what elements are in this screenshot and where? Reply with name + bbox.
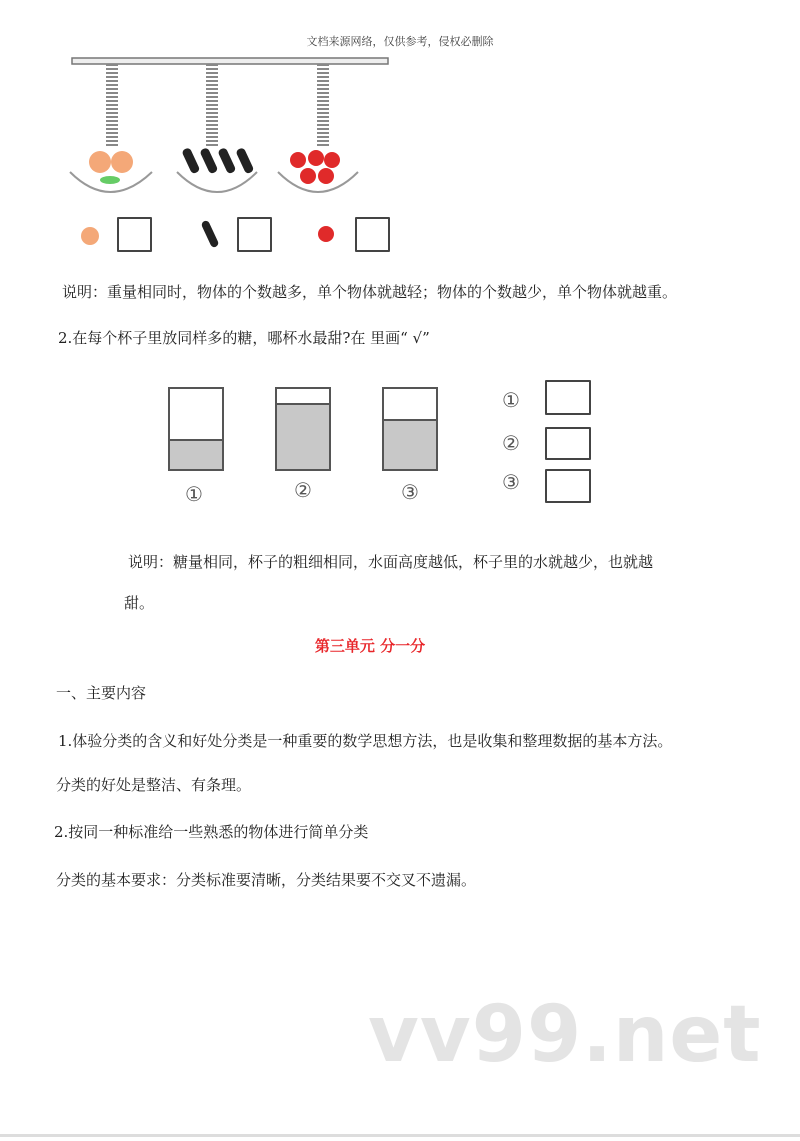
cup-label: ② bbox=[294, 478, 312, 502]
page-divider bbox=[0, 1134, 800, 1137]
q2-prompt: 2.在每个杯子里放同样多的糖，哪杯水最甜?在 里画“ √” bbox=[58, 329, 430, 347]
eggplant-icon bbox=[200, 220, 219, 249]
answer-box-peach[interactable] bbox=[117, 217, 152, 252]
q1-explanation: 说明：重量相同时，物体的个数越多，单个物体就越轻；物体的个数越少，单个物体就越重。 bbox=[62, 283, 678, 301]
q2-explanation: 说明：糖量相同，杯子的粗细相同，水面高度越低，杯子里的水就越少，也就越 bbox=[128, 553, 654, 571]
strawberry-icon bbox=[290, 150, 340, 184]
item-1: 1.体验分类的含义和好处分类是一种重要的数学思想方法，也是收集和整理数据的基本方法。 bbox=[58, 732, 673, 750]
spring-scale-figure bbox=[60, 52, 400, 257]
watermark: vv99.net bbox=[368, 990, 762, 1080]
item-1-detail: 分类的好处是整洁、有条理。 bbox=[56, 776, 252, 794]
answer-box-2[interactable] bbox=[545, 427, 591, 460]
cup-label: ③ bbox=[401, 480, 419, 504]
cup-label: ① bbox=[185, 482, 203, 506]
cup-3 bbox=[382, 387, 438, 471]
peach-icon bbox=[81, 227, 99, 245]
eggplant-icon bbox=[181, 147, 254, 174]
strawberry-icon bbox=[318, 226, 334, 242]
answer-label: ② bbox=[502, 431, 520, 455]
answer-label: ③ bbox=[502, 470, 520, 494]
item-2-detail: 分类的基本要求：分类标准要清晰，分类结果要不交叉不遗漏。 bbox=[56, 871, 477, 889]
q2-explanation-cont: 甜。 bbox=[124, 594, 155, 612]
answer-box-1[interactable] bbox=[545, 380, 591, 415]
answer-label: ① bbox=[502, 388, 520, 412]
answer-box-eggplant[interactable] bbox=[237, 217, 272, 252]
cup-1 bbox=[168, 387, 224, 471]
cup-2 bbox=[275, 387, 331, 471]
spring-icon bbox=[112, 64, 323, 148]
item-2: 2.按同一种标准给一些熟悉的物体进行简单分类 bbox=[54, 823, 369, 841]
water-fill bbox=[277, 403, 329, 469]
peach-icon bbox=[89, 151, 133, 184]
answer-box-3[interactable] bbox=[545, 469, 591, 503]
answer-box-strawberry[interactable] bbox=[355, 217, 390, 252]
section-heading: 一、主要内容 bbox=[56, 684, 147, 702]
water-fill bbox=[384, 419, 436, 469]
header-note: 文档来源网络，仅供参考，侵权必删除 bbox=[306, 35, 494, 48]
water-fill bbox=[170, 439, 222, 469]
unit-title: 第三单元 分一分 bbox=[314, 637, 426, 655]
